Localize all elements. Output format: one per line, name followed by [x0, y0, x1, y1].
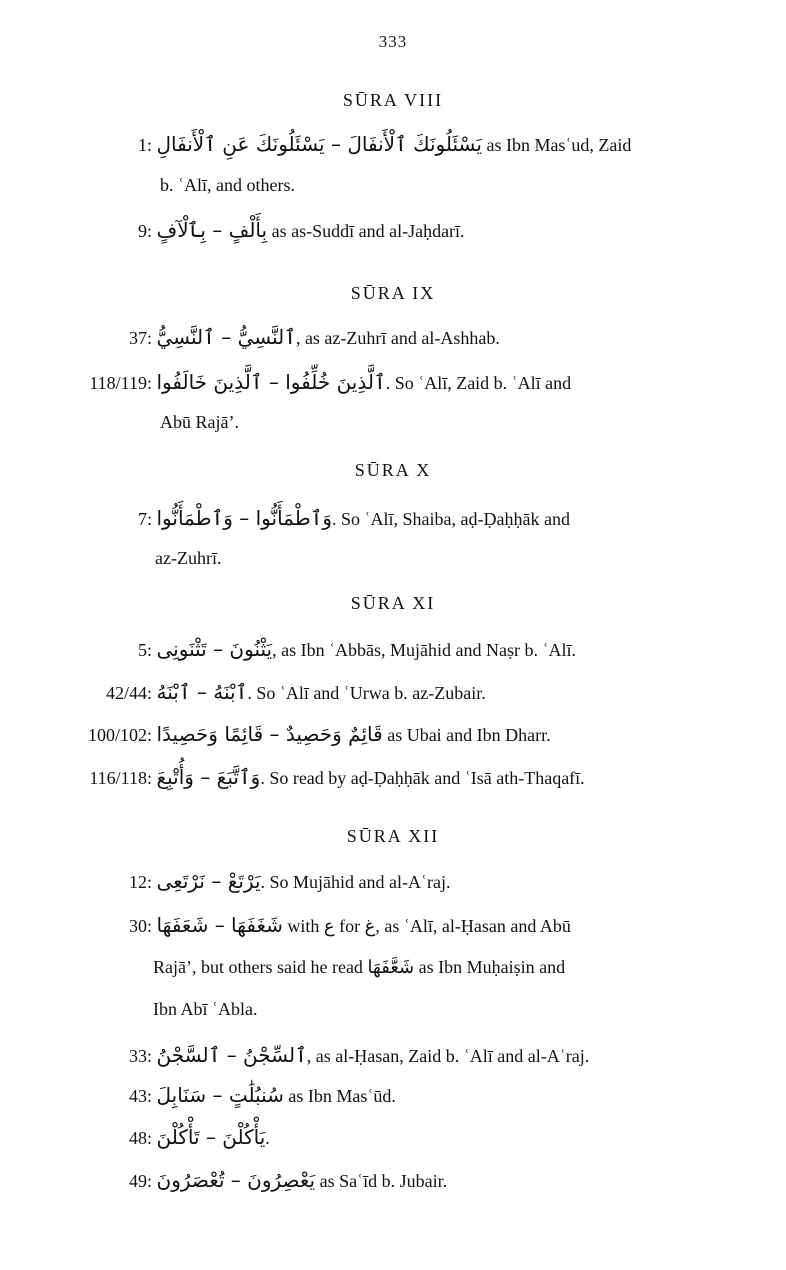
entry-continuation: az-Zuhrī.	[155, 548, 222, 568]
entry-text: , as az-Zuhrī and al-Ashhab.	[295, 328, 500, 348]
verse-number: 5:	[137, 640, 152, 660]
arabic-reading: يَرْتَعْ – نَرْتَعِى	[156, 869, 261, 893]
verse-number: 30:	[128, 916, 152, 936]
verse-number: 48:	[128, 1128, 152, 1148]
entry	[60, 1168, 447, 1192]
entry-continuation: Abū Rajā’.	[160, 412, 239, 432]
entry-text: . So ʿAlī, Shaiba, aḍ-Ḍaḥḥāk and	[332, 509, 570, 529]
entry-text: as as-Suddī and al-Jaḥdarī.	[267, 221, 465, 241]
entry	[60, 680, 486, 704]
entry	[60, 765, 585, 789]
entry-text: .	[265, 1128, 270, 1148]
arabic-reading: شَغَفَهَا – شَعَفَهَا	[156, 913, 283, 937]
verse-number: 49:	[128, 1171, 152, 1191]
arabic-reading: بِأَلْفٍ – بِٱلْآفٍ	[156, 218, 268, 242]
entry-text: as Saʿīd b. Jubair.	[315, 1171, 448, 1191]
verse-number: 37:	[128, 328, 152, 348]
entry-text: . So read by aḍ-Ḍaḥḥāk and ʿIsā ath-Thaqafī.	[260, 768, 585, 788]
entry-text: . So Mujāhid and al-Aʿraj.	[260, 872, 451, 892]
arabic-reading: وَٱطْمَأَنُّوا – وَٱطْمَأَنُّوا	[156, 506, 333, 530]
verse-number: 116/118:	[89, 768, 152, 788]
entry	[60, 637, 576, 661]
arabic-reading: ٱلنَّسِيُّ – ٱلنَّسِيُّ	[156, 325, 296, 349]
arabic-reading: سُنبُلَٰتٍ – سَنَابِلَ	[156, 1083, 284, 1107]
verse-number: 42/44:	[105, 683, 152, 703]
entry	[60, 370, 571, 394]
entry	[60, 1043, 589, 1067]
entry	[60, 869, 450, 893]
verse-number: 33:	[128, 1046, 152, 1066]
verse-number: 9:	[137, 221, 152, 241]
entry-text: . So ʿAlī, Zaid b. ʿAlī and	[385, 373, 572, 393]
arabic-reading: يَأْكُلْنَ – تَأْكُلْنَ	[156, 1125, 266, 1149]
entry-text: . So ʿAlī and ʿUrwa b. az-Zubair.	[247, 683, 486, 703]
entry	[60, 913, 571, 937]
entry-text: , as al-Ḥasan, Zaid b. ʿAlī and al-Aʿraj.	[306, 1046, 590, 1066]
sura-heading: SŪRA XII	[346, 826, 440, 846]
entry-continuation: Ibn Abī ʿAbla.	[153, 999, 258, 1019]
entry-text: as Ibn Masʿud, Zaid	[481, 135, 632, 155]
page-number: 333	[378, 32, 408, 51]
arabic-reading: ٱلسِّجْنُ – ٱلسَّجْنُ	[156, 1043, 307, 1067]
sura-heading: SŪRA XI	[350, 593, 436, 613]
arabic-reading: ٱبْنَهُ – ٱبْنَهُ	[156, 680, 248, 704]
verse-number: 43:	[128, 1086, 152, 1106]
entry-text: as Ubai and Ibn Dharr.	[382, 725, 551, 745]
arabic-reading: يَعْصِرُونَ – تُعْصَرُونَ	[156, 1168, 316, 1192]
entry	[60, 722, 551, 746]
entry	[60, 325, 500, 349]
verse-number: 100/102:	[87, 725, 152, 745]
entry	[60, 506, 570, 530]
entry-continuation: Rajā’, but others said he read شَعَّفَهَا as Ibn Muḥaiṣin and	[153, 957, 566, 977]
entry	[60, 132, 631, 156]
entry	[60, 1125, 270, 1149]
arabic-reading: وَٱتَّبَعَ – وَأُتْبِعَ	[156, 765, 261, 789]
sura-heading: SŪRA X	[354, 460, 432, 480]
entry-text: , as Ibn ʿAbbās, Mujāhid and Naṣr b. ʿAlī.	[272, 640, 577, 660]
verse-number: 12:	[128, 872, 152, 892]
verse-number: 1:	[137, 135, 152, 155]
entry-text: with ع for غ, as ʿAlī, al-Ḥasan and Abū	[282, 916, 571, 936]
arabic-reading: يَثْنُونَ – تَثْنَونِى	[156, 637, 273, 661]
arabic-reading: يَسْئَلُونَكَ ٱلْأَنفَالَ – يَسْئَلُونَكَ عَنِ ٱلْأَنفَالِ	[156, 132, 482, 156]
verse-number: 7:	[137, 509, 152, 529]
verse-number: 118/119:	[89, 373, 152, 393]
entry	[60, 218, 465, 242]
arabic-reading: ٱلَّذِينَ خُلِّفُوا – ٱلَّذِينَ خَالَفُوا	[156, 370, 386, 394]
sura-heading: SŪRA IX	[350, 283, 436, 303]
entry	[60, 1083, 396, 1107]
arabic-reading: قَائِمٌ وَحَصِيدٌ – قَائِمًا وَحَصِيدًا	[156, 722, 383, 746]
sura-heading: SŪRA VIII	[342, 90, 444, 110]
entry-continuation: b. ʿAlī, and others.	[160, 175, 295, 195]
entry-text: as Ibn Masʿūd.	[283, 1086, 396, 1106]
